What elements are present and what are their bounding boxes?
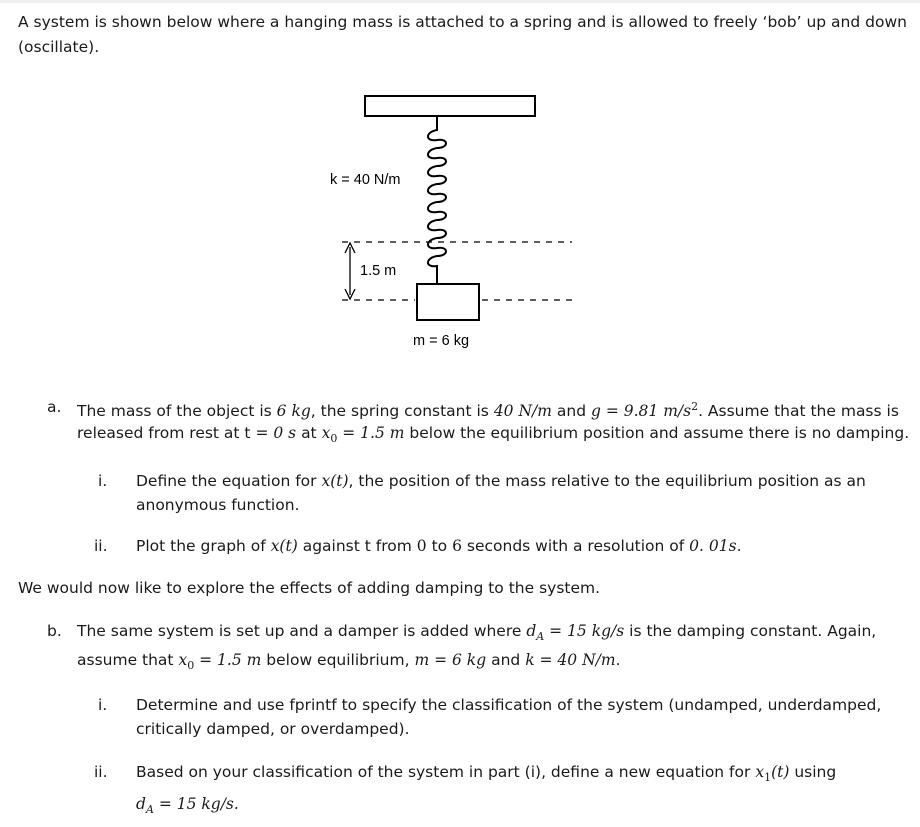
spring-mass-figure [320, 90, 580, 360]
part-a-marker: a. [47, 398, 62, 416]
part-a-i-marker: i. [98, 472, 108, 490]
part-b-ii-marker: ii. [94, 763, 108, 781]
mass-block [417, 284, 479, 320]
spring [428, 116, 446, 284]
part-b-ii-line-1: Based on your classification of the system in part (i), define a new equation for $x_1(t)$ using [136, 763, 837, 785]
bridge-sentence: We would now like to explore the effects of adding damping to the system. [18, 579, 601, 597]
part-b-i-marker: i. [98, 696, 108, 714]
part-a-line-1: The mass of the object is 6 kg, the spring constant is 40 N/m and g = 9.81 $m/s^2$. Assume that the mass is [77, 400, 899, 421]
top-border [0, 0, 920, 3]
part-a-line-2: released from rest at t = 0 s at $x_0 = 1.5$ m below the equilibrium position and assume there is no damping. [77, 424, 910, 446]
part-b-i-line-1: Determine and use fprintf to specify the classification of the system (undamped, underdamped, [136, 696, 882, 714]
part-b-line-2: assume that $x_0 = 1.5$ m below equilibrium, m = 6 kg and k = 40 N/m. [77, 651, 621, 673]
part-a-ii-marker: ii. [94, 537, 108, 555]
part-b-ii-line-2: $d_A = 15$ kg/s. [136, 795, 239, 817]
mass-label: m = 6 kg [413, 333, 470, 349]
part-b-line-1: The same system is set up and a damper is added where $d_A = 15$ kg/s is the damping constant. Again, [77, 622, 877, 644]
part-a-i-line-2: anonymous function. [136, 496, 300, 514]
part-b-i-line-2: critically damped, or overdamped). [136, 720, 410, 738]
intro-line-2: (oscillate). [18, 38, 100, 56]
part-a-i-line-1: Define the equation for x(t), the position of the mass relative to the equilibrium position as an [136, 472, 866, 490]
part-b-marker: b. [47, 622, 62, 640]
displacement-label: 1.5 m [360, 263, 397, 279]
part-a-ii-line: Plot the graph of x(t) against t from 0 to 6 seconds with a resolution of 0. 01s. [136, 537, 742, 555]
ceiling-support [365, 96, 535, 116]
intro-line-1: A system is shown below where a hanging mass is attached to a spring and is allowed to freely ‘bob’ up and down [18, 13, 907, 31]
spring-label: k = 40 N/m [330, 172, 401, 188]
